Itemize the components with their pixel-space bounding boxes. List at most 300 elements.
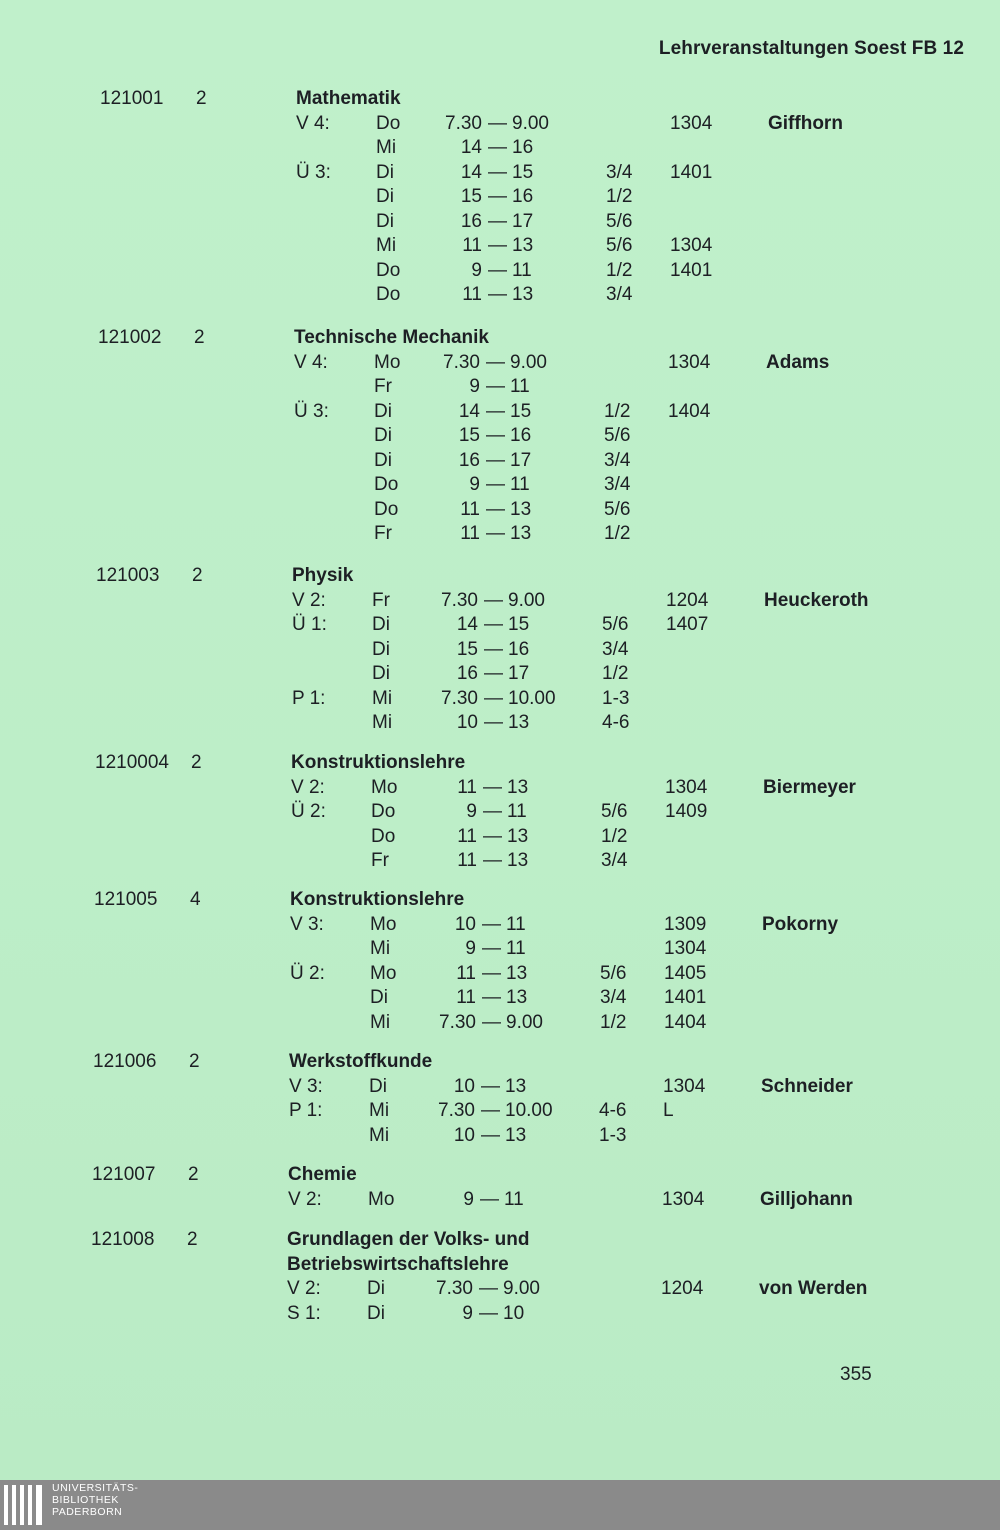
course-heading-row [0, 327, 998, 352]
session-group: 1-3 [602, 687, 630, 709]
session-end: 13 [506, 987, 528, 1008]
session-start: 7.30 [441, 687, 478, 709]
library-footer-bar [0, 1480, 1000, 1530]
session-type: Ü 2: [291, 801, 326, 822]
session-start: 7.30 [445, 112, 482, 134]
time-separator: — [482, 938, 501, 959]
session-day: Di [372, 663, 390, 684]
session-day: Do [376, 284, 401, 305]
time-separator: — [486, 523, 505, 544]
session-end: 9.00 [510, 351, 547, 373]
session-group: 1/2 [606, 186, 633, 207]
time-separator: — [488, 186, 507, 207]
session-type: V 2: [287, 1278, 321, 1299]
course-hours: 2 [194, 327, 205, 348]
time-separator: — [486, 474, 505, 495]
session-day: Fr [374, 523, 392, 544]
session-room: 1304 [662, 1188, 705, 1210]
session-day: Mo [374, 351, 401, 373]
session-day: Di [376, 161, 394, 183]
time-separator: — [481, 1100, 500, 1121]
schedule-row [0, 1076, 993, 1101]
session-start: 9 [469, 376, 480, 397]
time-separator: — [486, 400, 505, 422]
session-group: 3/4 [604, 474, 631, 495]
session-start: 14 [460, 161, 482, 183]
time-separator: — [486, 449, 505, 471]
session-room: 1304 [670, 235, 713, 256]
session-group: 5/6 [604, 425, 631, 446]
course-heading-row [0, 752, 995, 777]
session-type: V 4: [296, 112, 330, 134]
course-block [0, 1051, 993, 1149]
session-day: Di [374, 449, 392, 471]
course-hours: 2 [189, 1051, 200, 1072]
session-group: 3/4 [606, 161, 633, 183]
session-type: Ü 3: [296, 161, 331, 183]
session-day: Di [376, 186, 394, 207]
schedule-row [0, 639, 996, 664]
time-separator: — [483, 825, 502, 847]
course-block [0, 752, 995, 875]
time-separator: — [483, 801, 502, 822]
session-end: 15 [510, 400, 532, 422]
session-group: 4-6 [599, 1100, 627, 1121]
session-day: Mi [370, 938, 391, 959]
schedule-row [0, 1278, 991, 1303]
session-end: 13 [507, 825, 529, 847]
session-end: 17 [510, 449, 532, 471]
lecturer-name: Heuckeroth [764, 589, 869, 611]
session-end: 11 [512, 259, 532, 281]
session-start: 7.30 [438, 1100, 475, 1121]
session-group: 1/2 [604, 400, 631, 422]
session-start: 10 [456, 712, 478, 733]
schedule-row [0, 1303, 991, 1328]
time-separator: — [484, 638, 503, 660]
lecturer-name: Schneider [761, 1075, 853, 1097]
session-start: 7.30 [436, 1278, 473, 1299]
course-title: Grundlagen der Volks- und [287, 1229, 530, 1250]
session-end: 13 [507, 850, 529, 871]
session-group: 3/4 [606, 284, 633, 305]
course-title: Technische Mechanik [294, 327, 489, 348]
session-type: V 3: [290, 913, 324, 935]
session-room: 1204 [666, 589, 709, 611]
time-separator: — [488, 112, 507, 134]
session-room: 1309 [664, 913, 707, 935]
time-separator: — [488, 137, 507, 158]
course-code: 121005 [94, 889, 158, 910]
session-start: 14 [456, 614, 478, 635]
session-type: P 1: [289, 1100, 323, 1121]
session-type: P 1: [292, 687, 326, 709]
session-room: 1401 [670, 161, 713, 183]
session-room: 1404 [668, 400, 711, 422]
course-block [0, 327, 998, 548]
session-end: 9.00 [503, 1278, 540, 1299]
session-room: 1409 [665, 801, 708, 822]
course-title: Werkstoffkunde [289, 1051, 433, 1072]
session-end: 9.00 [508, 589, 545, 611]
session-start: 15 [460, 186, 482, 207]
schedule-row [0, 499, 998, 524]
schedule-row [0, 376, 998, 401]
time-separator: — [488, 161, 507, 183]
session-day: Di [372, 638, 390, 660]
session-day: Do [371, 825, 396, 847]
time-separator: — [482, 1011, 501, 1033]
session-day: Fr [374, 376, 392, 397]
session-day: Mo [371, 776, 398, 798]
schedule-row [0, 235, 1000, 260]
time-separator: — [488, 284, 507, 305]
time-separator: — [484, 614, 503, 635]
page-number: 355 [840, 1364, 872, 1385]
session-group: 3/4 [600, 987, 627, 1008]
session-type: Ü 2: [290, 962, 325, 984]
course-block [0, 1229, 991, 1327]
lecturer-name: von Werden [759, 1278, 868, 1299]
session-room: 1405 [664, 962, 707, 984]
course-heading-row [0, 1051, 993, 1076]
course-block [0, 565, 996, 737]
course-block [0, 1164, 992, 1213]
session-end: 17 [508, 663, 530, 684]
course-code: 121006 [93, 1051, 157, 1072]
session-start: 15 [456, 638, 478, 660]
course-hours: 2 [191, 752, 202, 773]
session-room: 1304 [664, 938, 707, 959]
schedule-row [0, 186, 1000, 211]
course-heading-row [0, 889, 994, 914]
schedule-row [0, 113, 1000, 138]
time-separator: — [488, 259, 507, 281]
course-title-continued: Betriebswirtschaftslehre [287, 1253, 509, 1275]
session-day: Fr [372, 589, 390, 611]
session-room: 1304 [670, 112, 713, 134]
session-start: 14 [460, 137, 482, 158]
time-separator: — [479, 1302, 498, 1324]
session-end: 15 [512, 161, 534, 183]
time-separator: — [479, 1278, 498, 1299]
logo-line: PADERBORN [52, 1506, 123, 1518]
time-separator: — [484, 589, 503, 611]
schedule-row [0, 688, 996, 713]
course-title: Mathematik [296, 88, 401, 109]
session-end: 13 [510, 523, 532, 544]
course-title: Konstruktionslehre [291, 752, 466, 773]
session-day: Mi [376, 137, 397, 158]
session-end: 11 [506, 913, 526, 935]
session-end: 11 [506, 938, 526, 959]
time-separator: — [486, 351, 505, 373]
session-type: V 2: [292, 589, 326, 611]
session-day: Di [376, 210, 394, 232]
time-separator: — [486, 498, 505, 520]
session-end: 13 [512, 284, 534, 305]
course-code: 121007 [92, 1164, 156, 1185]
time-separator: — [483, 776, 502, 798]
session-day: Do [371, 801, 396, 822]
time-separator: — [484, 687, 503, 709]
time-separator: — [484, 712, 503, 733]
schedule-row [0, 450, 998, 475]
course-code: 121001 [100, 88, 164, 109]
session-end: 11 [510, 474, 530, 495]
schedule-row [0, 777, 995, 802]
session-group: 3/4 [601, 850, 628, 871]
session-start: 15 [458, 425, 480, 446]
session-day: Do [374, 474, 399, 495]
session-group: 1/2 [601, 825, 628, 847]
session-group: 1/2 [606, 259, 633, 281]
schedule-row [0, 826, 995, 851]
course-hours: 2 [192, 565, 203, 586]
session-group: 5/6 [601, 801, 628, 822]
session-group: 4-6 [602, 712, 630, 733]
course-title: Chemie [288, 1164, 357, 1185]
time-separator: — [480, 1188, 499, 1210]
session-group: 5/6 [606, 210, 633, 232]
session-day: Di [370, 987, 388, 1008]
schedule-row [0, 401, 998, 426]
session-day: Di [367, 1302, 385, 1324]
schedule-row [0, 474, 998, 499]
time-separator: — [484, 663, 503, 684]
session-start: 11 [462, 284, 482, 305]
session-end: 9.00 [506, 1011, 543, 1033]
session-group: 1/2 [604, 523, 631, 544]
session-start: 10 [454, 913, 476, 935]
session-start: 9 [469, 474, 480, 495]
schedule-row [0, 425, 998, 450]
schedule-row [0, 284, 1000, 309]
course-heading-row [0, 1229, 991, 1254]
schedule-row [0, 938, 994, 963]
session-start: 16 [460, 210, 482, 232]
schedule-row [0, 1125, 993, 1150]
schedule-row [0, 663, 996, 688]
session-start: 9 [462, 1302, 473, 1324]
session-day: Mi [372, 712, 393, 733]
session-type: Ü 3: [294, 400, 329, 422]
session-end: 16 [512, 137, 534, 158]
session-day: Mi [376, 235, 397, 256]
time-separator: — [486, 425, 505, 446]
session-end: 16 [508, 638, 530, 660]
time-separator: — [482, 987, 501, 1008]
session-end: 13 [505, 1075, 527, 1097]
session-room: 1204 [661, 1278, 704, 1299]
session-room: 1401 [670, 259, 713, 281]
logo-line: BIBLIOTHEK [52, 1494, 119, 1506]
session-group: 1/2 [602, 663, 629, 684]
session-room: 1401 [664, 987, 707, 1008]
session-type: V 2: [291, 776, 325, 798]
session-day: Mi [370, 1011, 391, 1033]
session-type: V 3: [289, 1075, 323, 1097]
session-start: 7.30 [443, 351, 480, 373]
lecturer-name: Adams [766, 351, 830, 373]
session-day: Do [374, 498, 399, 520]
schedule-row [0, 987, 994, 1012]
course-heading-row [0, 88, 1000, 113]
session-room: 1304 [663, 1075, 706, 1097]
session-start: 10 [453, 1075, 475, 1097]
session-start: 11 [460, 523, 480, 544]
session-start: 11 [457, 776, 477, 798]
session-day: Di [372, 614, 390, 635]
schedule-row [0, 162, 1000, 187]
session-group: 1/2 [600, 1011, 627, 1033]
time-separator: — [481, 1075, 500, 1097]
schedule-row [0, 260, 1000, 285]
schedule-row [0, 137, 1000, 162]
session-start: 11 [456, 962, 476, 984]
session-end: 11 [504, 1188, 524, 1210]
session-day: Mi [369, 1100, 390, 1121]
session-type: S 1: [287, 1302, 321, 1324]
library-logo-icon [4, 1485, 44, 1525]
session-room: 1304 [668, 351, 711, 373]
session-day: Mo [370, 962, 397, 984]
library-logo-text [52, 1482, 138, 1518]
schedule-row [0, 1012, 994, 1037]
time-separator: — [481, 1124, 500, 1146]
session-day: Do [376, 112, 401, 134]
session-type: V 2: [288, 1188, 322, 1210]
session-end: 10.00 [508, 687, 556, 709]
time-separator: — [482, 913, 501, 935]
session-start: 11 [457, 825, 477, 847]
session-room: 1407 [666, 614, 709, 635]
schedule-row [0, 590, 996, 615]
lecturer-name: Biermeyer [763, 776, 856, 798]
logo-line: UNIVERSITÄTS- [52, 1482, 139, 1494]
session-group: 1-3 [599, 1124, 627, 1146]
session-day: Mi [369, 1124, 390, 1146]
session-end: 11 [510, 376, 530, 397]
course-title: Physik [292, 565, 354, 586]
lecturer-name: Gilljohann [760, 1188, 853, 1210]
session-end: 13 [505, 1124, 527, 1146]
session-start: 11 [457, 850, 477, 871]
session-end: 11 [507, 801, 527, 822]
session-group: 3/4 [602, 638, 629, 660]
session-group: 5/6 [602, 614, 629, 635]
course-code: 121003 [96, 565, 160, 586]
session-end: 10 [503, 1302, 525, 1324]
session-day: Di [374, 400, 392, 422]
time-separator: — [483, 850, 502, 871]
schedule-row [0, 523, 998, 548]
session-type: V 4: [294, 351, 328, 373]
course-code: 121002 [98, 327, 162, 348]
schedule-row [0, 614, 996, 639]
time-separator: — [488, 235, 507, 256]
schedule-row [0, 352, 998, 377]
session-start: 11 [462, 235, 482, 256]
session-end: 13 [512, 235, 534, 256]
course-heading-row [0, 565, 996, 590]
course-block [0, 889, 994, 1036]
schedule-row [0, 1189, 992, 1214]
course-heading-row [0, 1254, 991, 1279]
time-separator: — [482, 962, 501, 984]
course-title: Konstruktionslehre [290, 889, 465, 910]
session-start: 14 [458, 400, 480, 422]
course-hours: 2 [188, 1164, 199, 1185]
session-day: Fr [371, 850, 389, 871]
session-start: 9 [465, 938, 476, 959]
session-day: Mo [370, 913, 397, 935]
session-start: 9 [466, 801, 477, 822]
session-start: 9 [471, 259, 482, 281]
session-end: 9.00 [512, 112, 549, 134]
session-room: 1304 [665, 776, 708, 798]
session-day: Di [367, 1278, 385, 1299]
session-group: 5/6 [604, 498, 631, 520]
session-end: 15 [508, 614, 530, 635]
session-end: 13 [508, 712, 530, 733]
course-block [0, 88, 1000, 309]
session-room: 1404 [664, 1011, 707, 1033]
session-group: 3/4 [604, 449, 631, 471]
session-end: 13 [510, 498, 532, 520]
session-start: 10 [453, 1124, 475, 1146]
time-separator: — [488, 210, 507, 232]
lecturer-name: Pokorny [762, 913, 839, 935]
session-group: 5/6 [606, 235, 633, 256]
session-start: 11 [456, 987, 476, 1008]
schedule-row [0, 801, 995, 826]
session-start: 16 [456, 663, 478, 684]
page-header-title: Lehrveranstaltungen Soest FB 12 [658, 38, 964, 59]
session-start: 9 [463, 1188, 474, 1210]
schedule-row [0, 211, 1000, 236]
course-hours: 2 [187, 1229, 198, 1250]
session-start: 11 [460, 498, 480, 520]
session-end: 16 [512, 186, 534, 207]
session-end: 16 [510, 425, 532, 446]
session-day: Mo [368, 1188, 395, 1210]
lecturer-name: Giffhorn [768, 112, 843, 134]
session-start: 7.30 [439, 1011, 476, 1033]
session-end: 13 [507, 776, 529, 798]
session-end: 10.00 [505, 1100, 553, 1121]
course-code: 121008 [91, 1229, 155, 1250]
session-end: 13 [506, 962, 528, 984]
session-start: 16 [458, 449, 480, 471]
session-day: Di [369, 1075, 387, 1097]
session-day: Di [374, 425, 392, 446]
course-code: 1210004 [95, 752, 169, 773]
session-day: Mi [372, 687, 393, 709]
session-room: L [663, 1100, 674, 1121]
session-day: Do [376, 259, 401, 281]
schedule-row [0, 1100, 993, 1125]
course-heading-row [0, 1164, 992, 1189]
session-type: Ü 1: [292, 614, 327, 635]
schedule-row [0, 914, 994, 939]
session-group: 5/6 [600, 962, 627, 984]
session-end: 17 [512, 210, 534, 232]
schedule-row [0, 712, 996, 737]
course-hours: 2 [196, 88, 207, 109]
schedule-row [0, 850, 995, 875]
course-hours: 4 [190, 889, 201, 910]
